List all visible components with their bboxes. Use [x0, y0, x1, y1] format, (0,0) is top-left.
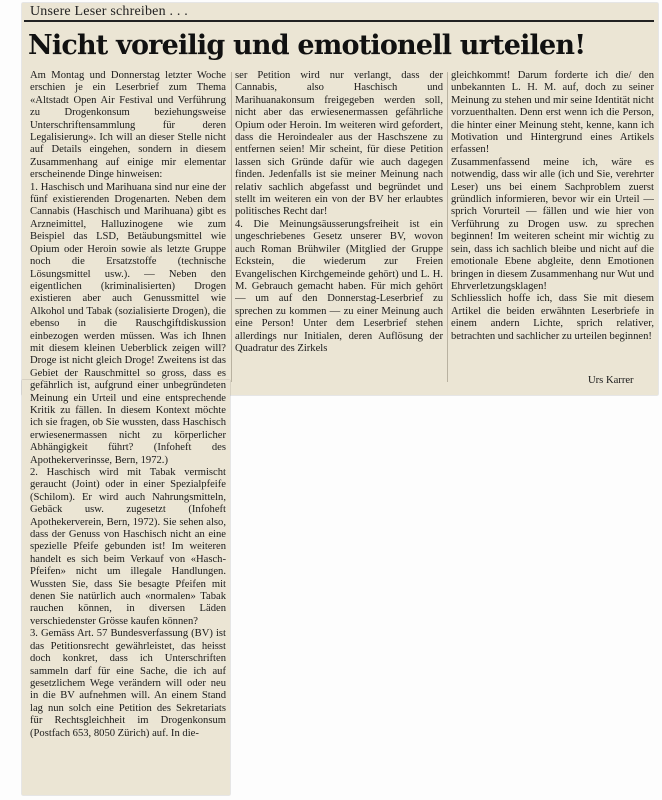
article-column-3 [451, 70, 654, 386]
header-rule [24, 20, 654, 22]
section-kicker: Unsere Leser schreiben . . . [30, 4, 188, 19]
column-divider [231, 72, 232, 382]
article-column-1 [30, 70, 226, 796]
author-signature: Urs Karrer [588, 375, 634, 386]
column-1-text: Am Montag und Donnerstag letzter Woche erschien je ein Leserbrief zum Thema «Altstadt Open Air Festival und Verführung zu Drogenkonsum beziehungsweise Unterschriftensammlung für deren Legalisierung». Ich will an dieser Stelle nicht auf Details eingehen, sondern in diesem Zusammenhang auf einige mir elementar erscheinende Dinge hinweisen: 1. Haschisch und Marihuana sind nur eine der fünf existierenden Drogenarten. Neben dem Cannabis (Haschisch und Marihuana) gibt es Arzneimittel, Halluzinogene wie zum Beispiel das LSD, Betäubungsmittel wie Opium oder Heroin sowie als letzte Gruppe noch die Ersatzstoffe (technische Lösungsmittel usw.). — Neben den eigentlichen (kriminalisierten) Drogen existieren aber auch Genussmittel wie Alkohol und Tabak (sozialisierte Drogen), die ebenso in die Rauschgiftdiskussion einbezogen werden müssen. Was ich Ihnen mit diesem kleinen Ueberblick zeigen will? Droge ist nicht gleich Droge! Zweitens ist das Gebiet der Rauschmittel so gross, dass es gefährlich ist, aufgrund einer unbegründeten Meinung ein Urteil und eine entsprechende Kritik zu fällen. In diesem Kontext möchte ich sie fragen, ob Sie wussten, dass Haschisch erwiesenermassen nicht zu körperlicher Abhängigkeit führt? (Infoheft des Apothekerverinsse, Bern, 1972.) 2. Haschisch wird mit Tabak vermischt geraucht (Joint) oder in einer Spezialpfeife (Schilom). Er wird auch Nahrungsmitteln, Gebäck usw. zugesetzt (Infoheft Apothekerverein, Bern, 1972). Sie sehen also, dass der Genuss von Haschisch nicht an eine spezielle Pfeife gebunden ist! Im weiteren handelt es sich beim Verkauf von «Hasch-Pfeifen» nicht um illegale Handlungen. Wussten Sie, dass Sie besagte Pfeifen mit denen Sie natürlich auch «normalen» Tabak rauchen können, in diversen Läden verschiedenster Grösse kaufen können? 3. Gemäss Art. 57 Bundesverfassung (BV) ist das Petitionsrecht gewährleistet, das heisst doch konkret, dass ich Unterschriften sammeln darf für eine Sache, die ich auf gesetzlichem Wege verändern will oder neu in die BV aufnehmen will. An einem Stand lag nun solch eine Petition des Sekretariats für Rechtsgleichheit im Drogenkonsum (Postfach 653, 8050 Zürich) auf. In die- [30, 70, 226, 739]
article-headline: Nicht voreilig und emotionell urteilen! [28, 30, 586, 61]
column-divider [447, 72, 448, 382]
column-3-text: gleichkommt! Darum forderte ich die/ den unbekannten L. H. M. auf, doch zu seiner Meinung zu stehen und mir seine Identität nicht vorzuenthalten. Denn erst wenn ich die Person, die hinter einer Meinung steht, kenne, kann ich Motivation und Hintergrund eines Artikels erfassen! Zusammenfassend meine ich, wäre es notwendig, dass wir alle (ich und Sie, verehrter Leser) uns bei einem Sachproblem zuerst gründlich informieren, bevor wir ein Urteil — sprich Vorurteil — fällen und wie hier von Verführung zu Drogen usw. zu sprechen beginnen! Im weiteren scheint mir wichtig zu sein, dass ich sachlich bleibe und nicht auf die emotionale Ebene abgleite, denn Emotionen bringen in diesem Zusammenhang nur Wut und Ehrverletzungsklagen! Schliesslich hoffe ich, dass Sie mit diesem Artikel die beiden erwähnten Leserbriefe in einem andern Lichte, sprich relativer, betrachten und sachlicher zu urteilen beginnen! [451, 70, 654, 342]
column-2-text: ser Petition wird nur verlangt, dass der Cannabis, also Haschisch und Marihuanakonsum freigegeben werden soll, nicht aber das erwiesenermassen gefährliche Opium oder Heroin. Im weiteren wird gefordert, dass die Heroindealer aus der Haschszene zu entfernen seien! Mir scheint, für diese Petition lassen sich Gründe dafür wie auch dagegen finden. Jedenfalls ist sie meiner Meinung nach relativ sachlich abgefasst und begründet und stellt im weiteren ein von der BV her erlaubtes politisches Recht dar! 4. Die Meinungsäusserungsfreiheit ist ein ungeschriebenes Gesetz unserer BV, wovon auch Roman Brühwiler (Mitglied der Gruppe Eckstein, die wiederum zur Freien Evangelischen Kirchgemeinde gehört) und L. H. M. Gebrauch gemacht haben. Für mich gehört — um auf den Donnerstag-Leserbrief zu sprechen zu kommen — zu einer Meinung auch eine Person! Unter dem Leserbrief stehen allerdings nur Initialen, deren Auflösung der Quadratur des Zirkels [235, 70, 443, 354]
article-column-2 [235, 70, 443, 386]
